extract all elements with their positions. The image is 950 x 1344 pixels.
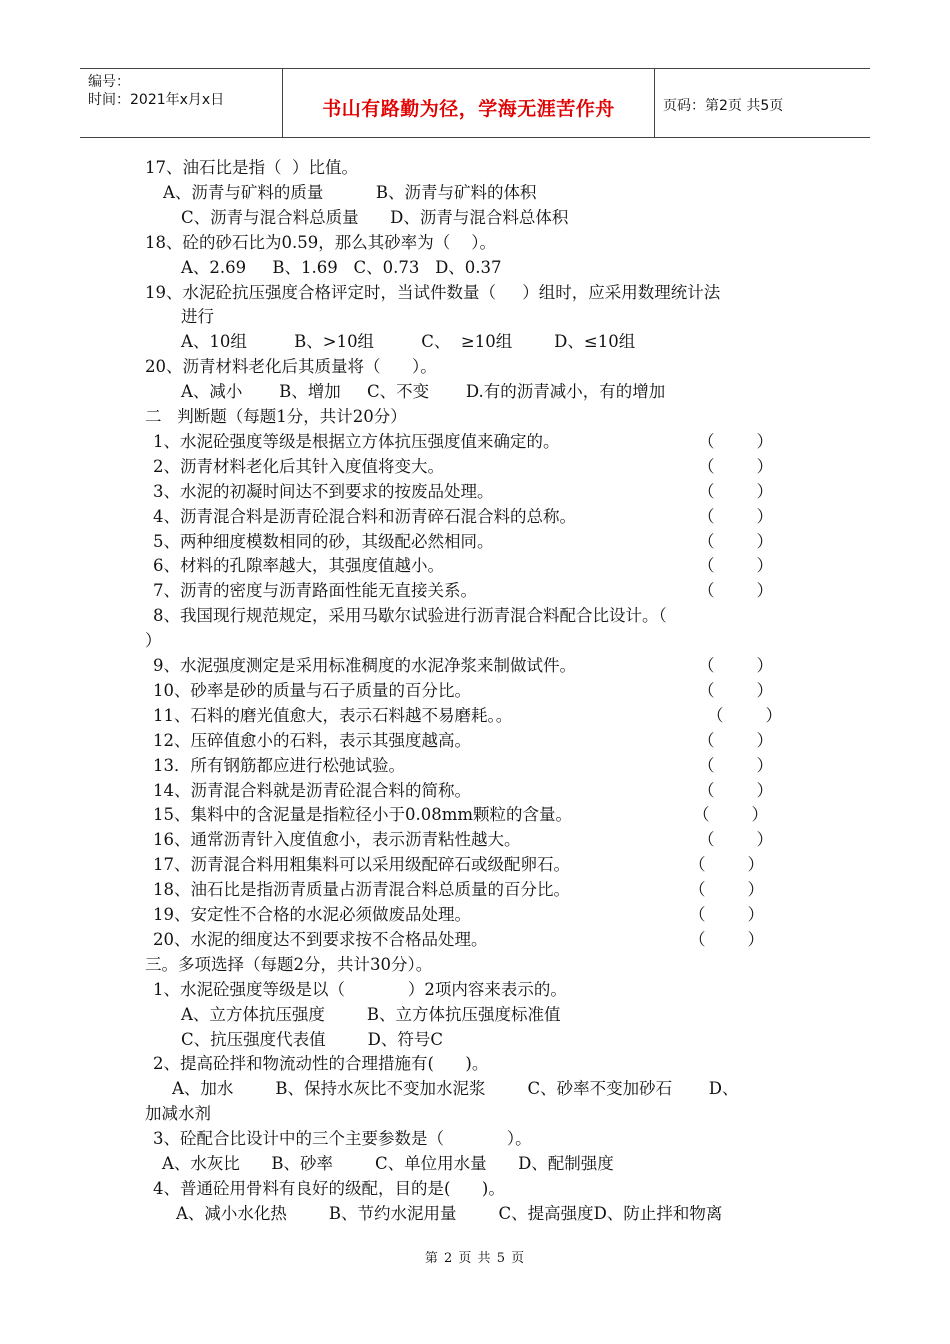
text-line: 5、两种细度模数相同的砂，其级配必然相同。	[153, 531, 494, 551]
answer-parentheses: （ ）	[689, 880, 764, 900]
answer-parentheses: （ ）	[698, 680, 773, 700]
text-line: 16、通常沥青针入度值愈小，表示沥青粘性越大。	[153, 830, 521, 850]
answer-parentheses: （ ）	[693, 805, 768, 825]
text-line: 11、石料的磨光值愈大，表示石料越不易磨耗。。	[153, 705, 513, 725]
text-line: A、减小 B、增加 C、不变 D.有的沥青减小，有的增加	[181, 382, 666, 402]
text-line: 二 判断题（每题1分，共计20分）	[145, 407, 407, 426]
answer-parentheses: （ ）	[698, 581, 773, 601]
text-line: 19、水泥砼抗压强度合格评定时，当试件数量（ ）组时，应采用数理统计法	[145, 282, 721, 302]
text-line: 4、普通砼用骨料有良好的级配，目的是( )。	[153, 1178, 505, 1198]
answer-parentheses: （ ）	[707, 705, 782, 725]
page-footer: 第 2 页 共 5 页	[424, 1251, 526, 1266]
date-label: 时间：2021年x月x日	[88, 92, 225, 108]
text-line: A、沥青与矿料的质量 B、沥青与矿料的体积	[163, 182, 537, 202]
text-line: 18、砼的砂石比为0.59，那么其砂率为（ ）。	[145, 232, 496, 252]
text-line: 4、沥青混合料是沥青砼混合料和沥青碎石混合料的总称。	[153, 506, 576, 526]
text-line: 17、油石比是指（ ）比值。	[145, 158, 358, 177]
number-label: 编号：	[88, 74, 130, 90]
answer-parentheses: （ ）	[698, 531, 773, 551]
text-line: A、加水 B、保持水灰比不变加水泥浆 C、砂率不变加砂石 D、	[172, 1079, 739, 1099]
text-line: 14、沥青混合料就是沥青砼混合料的简称。	[153, 780, 471, 800]
text-line: 12、压碎值愈小的石料，表示其强度越高。	[153, 730, 471, 750]
header-page-cell	[655, 69, 870, 137]
answer-parentheses: （ ）	[698, 755, 773, 775]
page-header	[80, 68, 870, 138]
text-line: 1、水泥砼强度等级是根据立方体抗压强度值来确定的。	[153, 431, 560, 451]
answer-parentheses: （ ）	[698, 431, 773, 451]
text-line: 6、材料的孔隙率越大，其强度值越小。	[153, 556, 444, 576]
text-line: 进行	[181, 307, 214, 327]
text-line: 加减水剂	[145, 1104, 211, 1124]
text-line: A、立方体抗压强度 B、立方体抗压强度标准值	[181, 1004, 561, 1024]
text-line: 17、沥青混合料用粗集料可以采用级配碎石或级配卵石。	[153, 855, 570, 875]
text-line: A、水灰比 B、砂率 C、单位用水量 D、配制强度	[162, 1154, 614, 1173]
text-line: 10、砂率是砂的质量与石子质量的百分比。	[153, 680, 471, 700]
text-line: 20、水泥的细度达不到要求按不合格品处理。	[153, 929, 488, 949]
text-line: 20、沥青材料老化后其质量将（ ）。	[145, 357, 437, 377]
text-line: 三。多项选择（每题2分，共计30分）。	[145, 954, 433, 974]
answer-parentheses: （ ）	[689, 855, 764, 875]
text-line: 18、油石比是指沥青质量占沥青混合料总质量的百分比。	[153, 880, 570, 900]
answer-parentheses: （ ）	[698, 481, 773, 501]
answer-parentheses: （ ）	[698, 506, 773, 526]
text-line: 15、集料中的含泥量是指粒径小于0.08mm颗粒的含量。	[153, 805, 573, 825]
text-line: 2、提高砼拌和物流动性的合理措施有( )。	[153, 1054, 489, 1074]
text-line: 19、安定性不合格的水泥必须做废品处理。	[153, 905, 471, 924]
text-line: 9、水泥强度测定是采用标准稠度的水泥净浆来制做试件。	[153, 656, 576, 675]
text-line: A、减小水化热 B、节约水泥用量 C、提高强度D、防止拌和物离	[176, 1203, 723, 1223]
answer-parentheses: （ ）	[698, 730, 773, 750]
motto: 书山有路勤为径，学海无涯苦作舟	[322, 98, 615, 120]
text-line: 1、水泥砼强度等级是以（ ）2项内容来表示的。	[153, 979, 567, 999]
text-line: 3、砼配合比设计中的三个主要参数是（ ）。	[153, 1129, 532, 1149]
answer-parentheses: （ ）	[698, 456, 773, 476]
answer-parentheses: （ ）	[698, 656, 773, 675]
answer-parentheses: （ ）	[698, 556, 773, 576]
text-line: 8、我国现行规范规定，采用马歇尔试验进行沥青混合料配合比设计。（	[153, 606, 667, 626]
text-line: 7、沥青的密度与沥青路面性能无直接关系。	[153, 581, 477, 601]
answer-parentheses: （ ）	[698, 830, 773, 850]
text-line: 13．所有钢筋都应进行松弛试验。	[153, 755, 405, 775]
answer-parentheses: （ ）	[689, 905, 764, 924]
text-line: C、抗压强度代表值 D、符号C	[181, 1029, 443, 1049]
answer-parentheses: （ ）	[689, 929, 764, 949]
header-motto-cell	[283, 69, 655, 137]
text-line: A、2.69 B、1.69 C、0.73 D、0.37	[181, 257, 502, 277]
text-line: C、沥青与混合料总质量 D、沥青与混合料总体积	[181, 207, 569, 227]
text-line: 2、沥青材料老化后其针入度值将变大。	[153, 456, 444, 476]
text-line: ）	[145, 631, 162, 651]
answer-parentheses: （ ）	[698, 780, 773, 800]
header-info-cell	[80, 69, 283, 137]
page-code: 页码：第2页 共5页	[663, 98, 784, 114]
text-line: 3、水泥的初凝时间达不到要求的按废品处理。	[153, 481, 494, 501]
text-line: A、10组 B、>10组 C、 ≥10组 D、≤10组	[181, 332, 636, 352]
